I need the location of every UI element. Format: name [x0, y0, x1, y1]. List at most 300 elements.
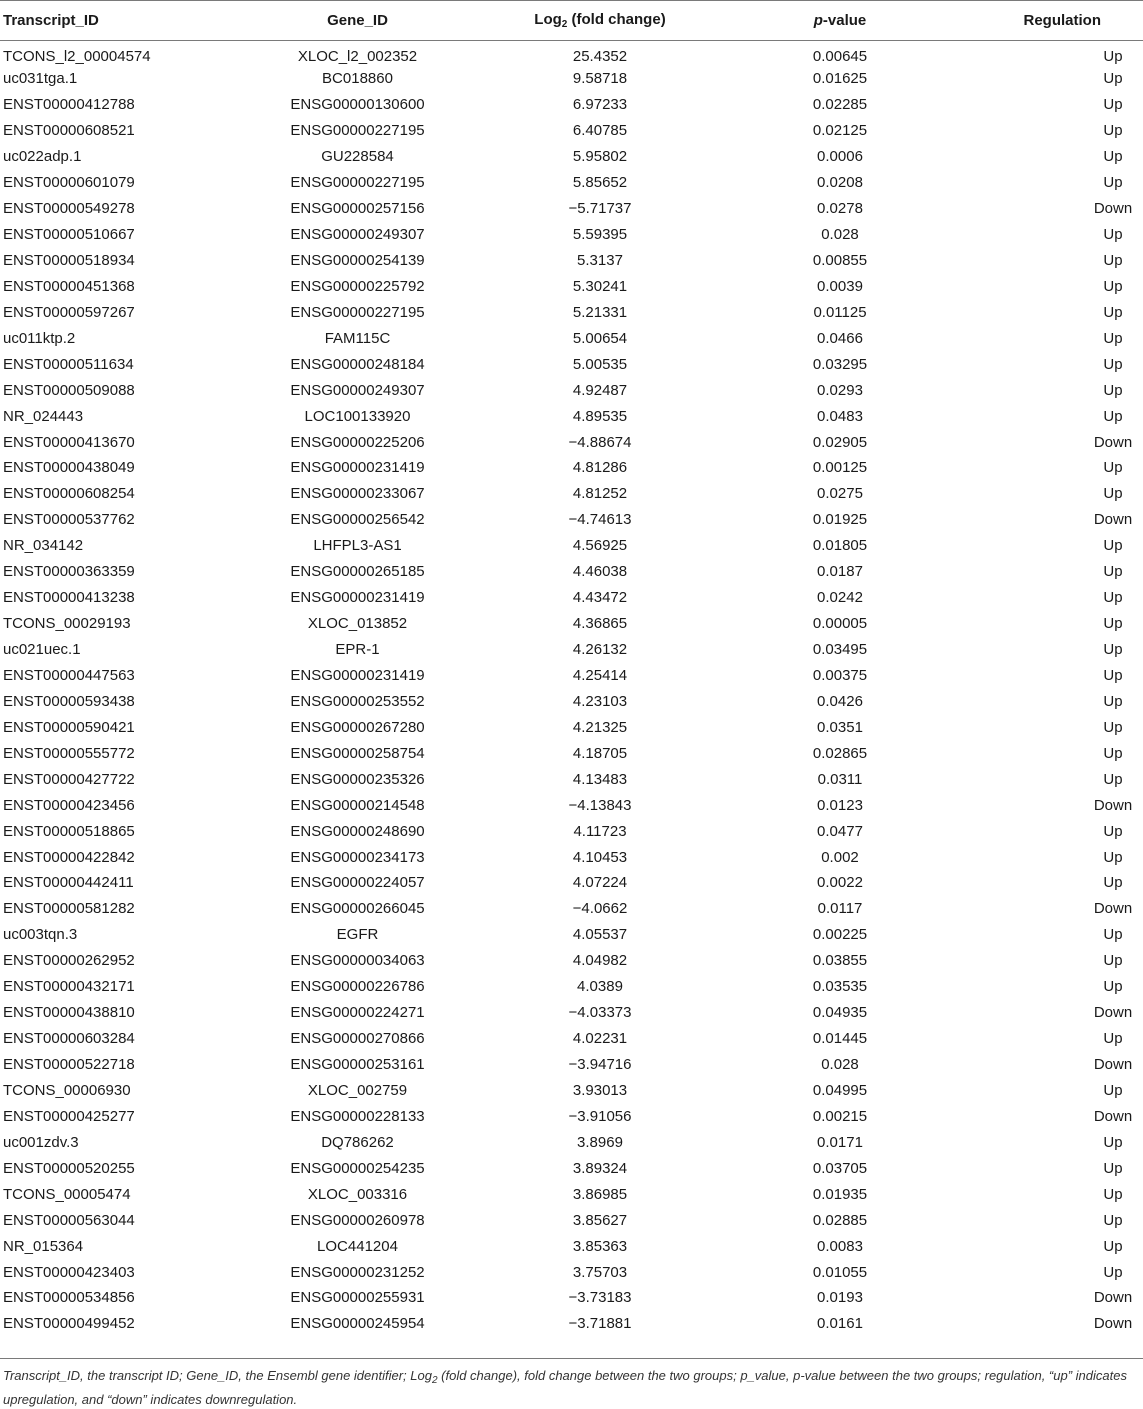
header-p-prefix: p [813, 12, 823, 29]
p-value-cell: 0.02865 [812, 744, 868, 762]
gene-id-cell: ENSG00000226786 [290, 978, 425, 996]
table-body [0, 41, 1143, 1338]
log2-fold-change-cell: 4.81252 [572, 485, 628, 503]
gene-id-cell: XLOC_013852 [307, 615, 408, 633]
log2-fold-change-cell: 4.10453 [572, 848, 628, 866]
log2-fold-change-cell: −3.91056 [568, 1107, 632, 1125]
table-bottom-rule [0, 1358, 1143, 1359]
table-row [0, 1156, 1143, 1182]
gene-id-cell: ENSG00000254139 [290, 251, 425, 269]
p-value-cell: 0.0293 [817, 381, 863, 399]
regulation-cell: Up [1103, 1133, 1123, 1151]
p-value-cell: 0.01625 [812, 70, 868, 88]
transcript-id-cell: ENST00000563044 [3, 1211, 135, 1229]
regulation-cell: Up [1103, 407, 1123, 425]
gene-id-cell: ENSG00000224271 [290, 1004, 425, 1022]
table-row [0, 1260, 1143, 1286]
log2-fold-change-cell: 3.86985 [572, 1185, 628, 1203]
table-row [0, 585, 1143, 611]
transcript-id-cell: ENST00000412788 [3, 96, 135, 114]
transcript-id-cell: uc021uec.1 [3, 641, 81, 659]
regulation-cell: Up [1103, 1211, 1123, 1229]
table-row [0, 974, 1143, 1000]
regulation-cell: Up [1103, 666, 1123, 684]
gene-id-cell: ENSG00000256542 [290, 511, 425, 529]
log2-fold-change-cell: 5.00535 [572, 355, 628, 373]
gene-id-cell: ENSG00000227195 [290, 122, 425, 140]
table-row [0, 118, 1143, 144]
transcript-id-cell: NR_015364 [3, 1237, 84, 1255]
p-value-cell: 0.0123 [817, 796, 863, 814]
transcript-id-cell: ENST00000413238 [3, 589, 135, 607]
regulation-cell: Up [1103, 303, 1123, 321]
table-footnote [3, 1366, 1141, 1409]
log2-fold-change-cell: 4.23103 [572, 692, 628, 710]
table-row [0, 404, 1143, 430]
transcript-id-cell: ENST00000432171 [3, 978, 135, 996]
regulation-cell: Up [1103, 1237, 1123, 1255]
regulation-cell: Up [1103, 381, 1123, 399]
log2-fold-change-cell: 4.89535 [572, 407, 628, 425]
transcript-id-cell: NR_024443 [3, 407, 84, 425]
regulation-cell: Up [1103, 926, 1123, 944]
p-value-cell: 0.0006 [817, 148, 863, 166]
transcript-id-cell: ENST00000438049 [3, 459, 135, 477]
header-log-suffix: (fold change) [567, 11, 666, 28]
regulation-cell: Up [1103, 355, 1123, 373]
p-value-cell: 0.0311 [817, 770, 863, 788]
header-transcript-id: Transcript_ID [3, 12, 99, 29]
regulation-cell: Down [1093, 796, 1133, 814]
transcript-id-cell: ENST00000423403 [3, 1263, 135, 1281]
transcript-id-cell: ENST00000597267 [3, 303, 135, 321]
p-value-cell: 0.00375 [812, 666, 868, 684]
p-value-cell: 0.01935 [812, 1185, 868, 1203]
log2-fold-change-cell: 4.18705 [572, 744, 628, 762]
footnote-part1: Transcript_ID, the transcript ID; Gene_ID, the Ensembl gene identifier; Log [3, 1368, 432, 1383]
table-row [0, 456, 1143, 482]
regulation-cell: Up [1103, 226, 1123, 244]
gene-id-cell: LOC441204 [317, 1237, 398, 1255]
regulation-cell: Up [1103, 96, 1123, 114]
table-row [0, 1182, 1143, 1208]
log2-fold-change-cell: 5.30241 [572, 277, 628, 295]
log2-fold-change-cell: 6.40785 [572, 122, 628, 140]
table-row [0, 1234, 1143, 1260]
table-row [0, 793, 1143, 819]
log2-fold-change-cell: 4.07224 [572, 874, 628, 892]
table-row [0, 144, 1143, 170]
table-row [0, 352, 1143, 378]
transcript-id-cell: ENST00000522718 [3, 1056, 135, 1074]
gene-id-cell: ENSG00000231419 [290, 459, 425, 477]
log2-fold-change-cell: 4.46038 [572, 563, 628, 581]
header-gene-id: Gene_ID [327, 12, 388, 29]
gene-id-cell: ENSG00000034063 [290, 952, 425, 970]
gene-id-cell: ENSG00000225206 [290, 433, 425, 451]
table-row [0, 92, 1143, 118]
p-value-cell: 0.0208 [817, 174, 863, 192]
log2-fold-change-cell: 4.36865 [572, 615, 628, 633]
p-value-cell: 0.002 [821, 848, 859, 866]
log2-fold-change-cell: 5.85652 [572, 174, 628, 192]
transcript-id-cell: ENST00000555772 [3, 744, 135, 762]
log2-fold-change-cell: 4.21325 [572, 718, 628, 736]
table-row [0, 1078, 1143, 1104]
log2-fold-change-cell: 4.0389 [577, 978, 623, 996]
p-value-cell: 0.03705 [812, 1159, 868, 1177]
p-value-cell: 0.0426 [817, 692, 863, 710]
table-row [0, 1000, 1143, 1026]
p-value-cell: 0.03855 [812, 952, 868, 970]
regulation-cell: Down [1093, 1107, 1133, 1125]
table-row [0, 430, 1143, 456]
gene-id-cell: ENSG00000257156 [290, 200, 425, 218]
gene-id-cell: ENSG00000231252 [290, 1263, 425, 1281]
regulation-cell: Up [1103, 277, 1123, 295]
gene-id-cell: EGFR [336, 926, 379, 944]
gene-id-cell: ENSG00000231419 [290, 666, 425, 684]
gene-id-cell: BC018860 [322, 70, 393, 88]
p-value-cell: 0.028 [821, 1056, 859, 1074]
p-value-cell: 0.0466 [817, 329, 863, 347]
transcript-id-cell: ENST00000422842 [3, 848, 135, 866]
p-value-cell: 0.0275 [817, 485, 863, 503]
p-value-cell: 0.0022 [817, 874, 863, 892]
gene-id-cell: ENSG00000255931 [290, 1289, 425, 1307]
regulation-cell: Up [1103, 329, 1123, 347]
regulation-cell: Up [1103, 1030, 1123, 1048]
regulation-cell: Down [1093, 1004, 1133, 1022]
regulation-cell: Up [1103, 822, 1123, 840]
gene-id-cell: ENSG00000265185 [290, 563, 425, 581]
regulation-cell: Down [1093, 900, 1133, 918]
p-value-cell: 0.0193 [817, 1289, 863, 1307]
log2-fold-change-cell: −4.74613 [568, 511, 632, 529]
transcript-id-cell: ENST00000603284 [3, 1030, 135, 1048]
table-row [0, 1026, 1143, 1052]
p-value-cell: 0.0117 [817, 900, 863, 918]
log2-fold-change-cell: 5.59395 [572, 226, 628, 244]
log2-fold-change-cell: 4.25414 [572, 666, 628, 684]
regulation-cell: Up [1103, 122, 1123, 140]
gene-id-cell: EPR-1 [335, 641, 380, 659]
header-log-prefix: Log [534, 11, 562, 28]
table-row [0, 819, 1143, 845]
table-row [0, 845, 1143, 871]
table-row [0, 871, 1143, 897]
regulation-cell: Up [1103, 718, 1123, 736]
table-row [0, 378, 1143, 404]
transcript-id-cell: ENST00000549278 [3, 200, 135, 218]
regulation-cell: Up [1103, 1263, 1123, 1281]
p-value-cell: 0.0483 [817, 407, 863, 425]
log2-fold-change-cell: 4.11723 [573, 822, 627, 840]
log2-fold-change-cell: −5.71737 [568, 200, 632, 218]
log2-fold-change-cell: 3.89324 [572, 1159, 628, 1177]
transcript-id-cell: ENST00000608254 [3, 485, 135, 503]
gene-id-cell: ENSG00000249307 [290, 226, 425, 244]
regulation-cell: Up [1103, 563, 1123, 581]
regulation-cell: Up [1103, 744, 1123, 762]
table-row [0, 300, 1143, 326]
table-row [0, 1130, 1143, 1156]
table-row [0, 1052, 1143, 1078]
gene-id-cell: ENSG00000249307 [290, 381, 425, 399]
transcript-id-cell: ENST00000262952 [3, 952, 135, 970]
gene-id-cell: ENSG00000254235 [290, 1159, 425, 1177]
gene-id-cell: ENSG00000231419 [290, 589, 425, 607]
regulation-cell: Up [1103, 952, 1123, 970]
table-row [0, 663, 1143, 689]
log2-fold-change-cell: 3.8969 [577, 1133, 623, 1151]
log2-fold-change-cell: 4.04982 [572, 952, 628, 970]
gene-id-cell: XLOC_002759 [307, 1081, 408, 1099]
transcript-id-cell: ENST00000425277 [3, 1107, 135, 1125]
p-value-cell: 0.02125 [812, 122, 868, 140]
table-row [0, 170, 1143, 196]
transcript-id-cell: TCONS_l2_00004574 [3, 47, 151, 65]
gene-id-cell: ENSG00000233067 [290, 485, 425, 503]
header-row [0, 1, 1143, 41]
log2-fold-change-cell: 4.43472 [572, 589, 628, 607]
table-row [0, 326, 1143, 352]
transcript-id-cell: TCONS_00006930 [3, 1081, 131, 1099]
log2-fold-change-cell: 4.26132 [572, 641, 628, 659]
log2-fold-change-cell: −4.0662 [572, 900, 628, 918]
p-value-cell: 0.00125 [812, 459, 868, 477]
log2-fold-change-cell: 3.85627 [572, 1211, 628, 1229]
p-value-cell: 0.03495 [812, 641, 868, 659]
log2-fold-change-cell: −3.71881 [568, 1315, 632, 1333]
log2-fold-change-cell: −3.73183 [568, 1289, 632, 1307]
table-row [0, 559, 1143, 585]
p-value-cell: 0.00645 [812, 47, 868, 65]
transcript-id-cell: uc022adp.1 [3, 148, 82, 166]
transcript-id-cell: ENST00000438810 [3, 1004, 135, 1022]
transcript-id-cell: ENST00000518865 [3, 822, 135, 840]
gene-id-cell: ENSG00000227195 [290, 303, 425, 321]
log2-fold-change-cell: 4.92487 [572, 381, 628, 399]
regulation-cell: Up [1103, 978, 1123, 996]
footnote-part2: (fold change), fold change between the two groups; p_value, p-value between the two groups; regulation, “up” indicates upregulation, and “down” indicates downregulation. [3, 1368, 1127, 1407]
gene-id-cell: ENSG00000248690 [290, 822, 425, 840]
gene-id-cell: FAM115C [324, 329, 391, 347]
log2-fold-change-cell: 6.97233 [572, 96, 628, 114]
p-value-cell: 0.01805 [812, 537, 868, 555]
transcript-id-cell: uc001zdv.3 [3, 1133, 79, 1151]
regulation-cell: Up [1103, 770, 1123, 788]
footnote-subscript: 2 [431, 1375, 438, 1386]
header-p-suffix: -value [822, 12, 867, 29]
regulation-cell: Up [1103, 251, 1123, 269]
transcript-id-cell: ENST00000581282 [3, 900, 135, 918]
table-row [0, 922, 1143, 948]
log2-fold-change-cell: 4.05537 [572, 926, 628, 944]
log2-fold-change-cell: 5.95802 [572, 148, 628, 166]
log2-fold-change-cell: 25.4352 [572, 47, 628, 65]
transcript-id-cell: ENST00000423456 [3, 796, 135, 814]
transcript-id-cell: TCONS_00029193 [3, 615, 131, 633]
p-value-cell: 0.01925 [812, 511, 868, 529]
table-row [0, 741, 1143, 767]
table-row [0, 66, 1143, 92]
regulation-cell: Up [1103, 174, 1123, 192]
regulation-cell: Up [1103, 459, 1123, 477]
gene-id-cell: XLOC_003316 [307, 1185, 408, 1203]
gene-id-cell: ENSG00000270866 [290, 1030, 425, 1048]
transcript-id-cell: ENST00000363359 [3, 563, 135, 581]
gene-id-cell: GU228584 [321, 148, 394, 166]
p-value-cell: 0.0351 [817, 718, 863, 736]
regulation-cell: Up [1103, 537, 1123, 555]
table-header [0, 1, 1143, 41]
transcript-id-cell: ENST00000608521 [3, 122, 135, 140]
table-row [0, 1311, 1143, 1337]
log2-fold-change-cell: −4.13843 [568, 796, 632, 814]
transcript-id-cell: ENST00000593438 [3, 692, 135, 710]
transcript-id-cell: ENST00000590421 [3, 718, 135, 736]
log2-fold-change-cell: 5.00654 [572, 329, 628, 347]
gene-id-cell: ENSG00000253552 [290, 692, 425, 710]
log2-fold-change-cell: 4.81286 [572, 459, 628, 477]
gene-id-cell: LOC100133920 [304, 407, 411, 425]
gene-id-cell: ENSG00000227195 [290, 174, 425, 192]
p-value-cell: 0.03535 [812, 978, 868, 996]
log2-fold-change-cell: 3.93013 [572, 1081, 628, 1099]
regulation-cell: Up [1103, 874, 1123, 892]
p-value-cell: 0.0161 [817, 1315, 863, 1333]
gene-id-cell: ENSG00000245954 [290, 1315, 425, 1333]
regulation-cell: Up [1103, 589, 1123, 607]
regulation-cell: Up [1103, 1081, 1123, 1099]
log2-fold-change-cell: 9.58718 [572, 70, 628, 88]
log2-fold-change-cell: 3.85363 [572, 1237, 628, 1255]
gene-id-cell: LHFPL3-AS1 [313, 537, 402, 555]
p-value-cell: 0.028 [821, 226, 859, 244]
header-log2-fold-change [485, 1, 715, 41]
transcript-id-cell: ENST00000447563 [3, 666, 135, 684]
gene-id-cell: ENSG00000234173 [290, 848, 425, 866]
table-row [0, 1104, 1143, 1130]
log2-fold-change-cell: 4.13483 [572, 770, 628, 788]
log2-fold-change-cell: 4.56925 [572, 537, 628, 555]
regulation-cell: Down [1093, 433, 1133, 451]
table-row [0, 637, 1143, 663]
table-row [0, 507, 1143, 533]
gene-id-cell: DQ786262 [321, 1133, 394, 1151]
regulation-cell: Up [1103, 485, 1123, 503]
table-row [0, 767, 1143, 793]
transcript-id-cell: ENST00000427722 [3, 770, 135, 788]
table-row [0, 481, 1143, 507]
regulation-cell: Up [1103, 615, 1123, 633]
table-row [0, 196, 1143, 222]
regulation-cell: Up [1103, 70, 1123, 88]
p-value-cell: 0.03295 [812, 355, 868, 373]
p-value-cell: 0.0171 [817, 1133, 863, 1151]
transcript-id-cell: ENST00000413670 [3, 433, 135, 451]
regulation-cell: Down [1093, 511, 1133, 529]
p-value-cell: 0.0242 [817, 589, 863, 607]
transcript-id-cell: ENST00000520255 [3, 1159, 135, 1177]
p-value-cell: 0.0477 [817, 822, 863, 840]
p-value-cell: 0.04935 [812, 1004, 868, 1022]
transcript-id-cell: ENST00000509088 [3, 381, 135, 399]
header-regulation: Regulation [1023, 12, 1101, 29]
table-row [0, 41, 1143, 67]
regulation-cell: Up [1103, 47, 1123, 65]
table-row [0, 533, 1143, 559]
log2-fold-change-cell: 4.02231 [572, 1030, 628, 1048]
table-row [0, 611, 1143, 637]
transcript-id-cell: ENST00000537762 [3, 511, 135, 529]
gene-id-cell: ENSG00000260978 [290, 1211, 425, 1229]
gene-id-cell: ENSG00000224057 [290, 874, 425, 892]
transcript-id-cell: ENST00000601079 [3, 174, 135, 192]
p-value-cell: 0.02905 [812, 433, 868, 451]
regulation-cell: Down [1093, 1315, 1133, 1333]
log2-fold-change-cell: 3.75703 [572, 1263, 628, 1281]
gene-id-cell: ENSG00000130600 [290, 96, 425, 114]
table-row [0, 222, 1143, 248]
gene-id-cell: ENSG00000228133 [290, 1107, 425, 1125]
log2-fold-change-cell: 5.21331 [572, 303, 628, 321]
table-row [0, 248, 1143, 274]
p-value-cell: 0.01445 [812, 1030, 868, 1048]
transcript-id-cell: TCONS_00005474 [3, 1185, 131, 1203]
log2-fold-change-cell: −4.03373 [568, 1004, 632, 1022]
regulation-cell: Up [1103, 641, 1123, 659]
p-value-cell: 0.00005 [812, 615, 868, 633]
log2-fold-change-cell: −4.88674 [568, 433, 632, 451]
p-value-cell: 0.00855 [812, 251, 868, 269]
regulation-cell: Up [1103, 848, 1123, 866]
p-value-cell: 0.02285 [812, 96, 868, 114]
table-row [0, 689, 1143, 715]
regulation-cell: Down [1093, 1056, 1133, 1074]
regulation-cell: Up [1103, 1185, 1123, 1203]
transcript-id-cell: ENST00000518934 [3, 251, 135, 269]
gene-id-cell: ENSG00000248184 [290, 355, 425, 373]
transcript-id-cell: ENST00000534856 [3, 1289, 135, 1307]
p-value-cell: 0.0039 [817, 277, 863, 295]
regulation-cell: Up [1103, 692, 1123, 710]
gene-id-cell: ENSG00000267280 [290, 718, 425, 736]
gene-id-cell: ENSG00000235326 [290, 770, 425, 788]
gene-id-cell: XLOC_l2_002352 [297, 47, 418, 65]
header-p-value [715, 1, 965, 41]
table-row [0, 1208, 1143, 1234]
transcript-id-cell: ENST00000510667 [3, 226, 135, 244]
gene-id-cell: ENSG00000225792 [290, 277, 425, 295]
header-log-subscript: 2 [561, 19, 568, 30]
gene-id-cell: ENSG00000258754 [290, 744, 425, 762]
log2-fold-change-cell: −3.94716 [568, 1056, 632, 1074]
transcript-id-cell: ENST00000451368 [3, 277, 135, 295]
table-row [0, 948, 1143, 974]
transcript-id-cell: NR_034142 [3, 537, 84, 555]
regulation-cell: Up [1103, 148, 1123, 166]
transcript-id-cell: ENST00000442411 [3, 874, 134, 892]
gene-id-cell: ENSG00000266045 [290, 900, 425, 918]
regulation-cell: Down [1093, 1289, 1133, 1307]
table-row [0, 1286, 1143, 1312]
p-value-cell: 0.00225 [812, 926, 868, 944]
transcript-id-cell: ENST00000511634 [3, 355, 134, 373]
table-row [0, 274, 1143, 300]
regulation-cell: Down [1093, 200, 1133, 218]
